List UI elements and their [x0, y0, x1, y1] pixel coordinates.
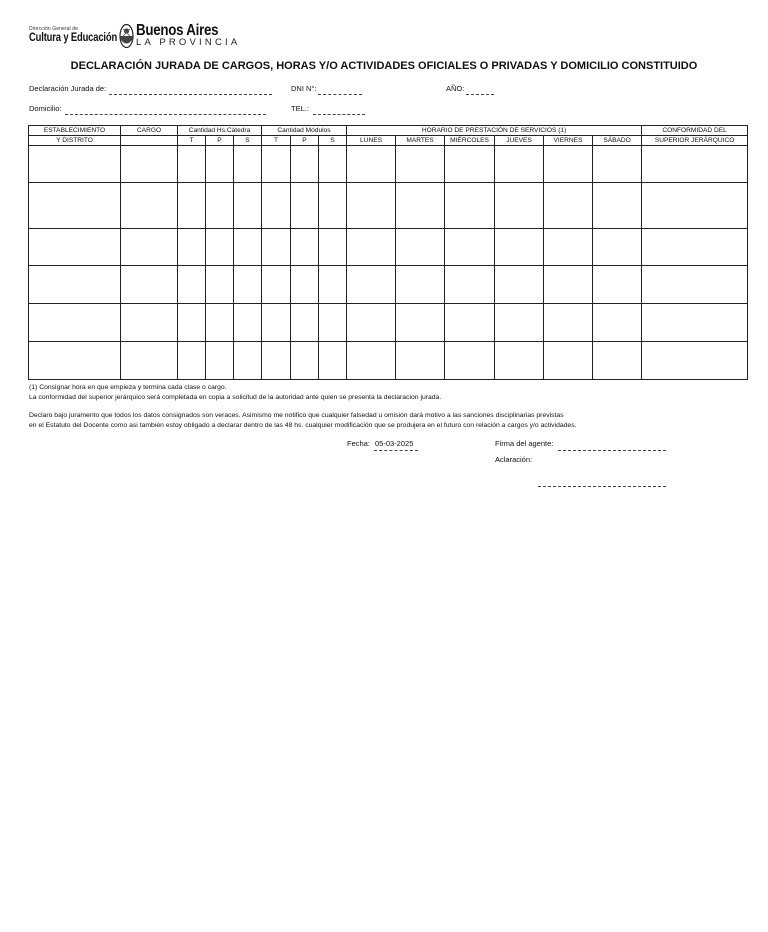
logo-small-text: Dirección General de [29, 26, 78, 32]
table-cell[interactable] [347, 183, 396, 229]
declaracion-field[interactable] [109, 87, 272, 95]
table-cell[interactable] [121, 342, 178, 380]
table-row [29, 304, 748, 342]
header-lunes: LUNES [347, 136, 396, 146]
table-cell[interactable] [593, 229, 642, 266]
table-cell[interactable] [291, 266, 319, 304]
table-cell[interactable] [262, 146, 291, 183]
firma-label: Firma del agente: [495, 439, 554, 448]
table-cell[interactable] [544, 146, 593, 183]
table-cell[interactable] [544, 183, 593, 229]
fecha-underline [374, 443, 418, 451]
table-cell[interactable] [206, 342, 234, 380]
table-cell[interactable] [262, 266, 291, 304]
table-cell[interactable] [495, 342, 544, 380]
table-cell[interactable] [495, 266, 544, 304]
table-cell[interactable] [445, 229, 495, 266]
table-cell[interactable] [445, 183, 495, 229]
table-cell[interactable] [29, 183, 121, 229]
dni-label: DNI N°: [291, 84, 317, 93]
table-cell[interactable] [234, 183, 262, 229]
table-cell[interactable] [593, 146, 642, 183]
logo-subtitle: LA PROVINCIA [136, 37, 241, 48]
table-cell[interactable] [347, 342, 396, 380]
table-cell[interactable] [593, 266, 642, 304]
table-cell[interactable] [593, 183, 642, 229]
table-cell[interactable] [291, 183, 319, 229]
table-cell[interactable] [121, 229, 178, 266]
table-cell[interactable] [319, 183, 347, 229]
table-cell[interactable] [178, 342, 206, 380]
table-cell[interactable] [29, 229, 121, 266]
tel-field[interactable] [313, 107, 365, 115]
table-cell[interactable] [234, 229, 262, 266]
table-cell[interactable] [319, 304, 347, 342]
logo-big-text: Cultura y Educación [29, 32, 118, 44]
table-cell[interactable] [291, 304, 319, 342]
aclaracion-field[interactable] [538, 479, 666, 487]
header-mod-t: T [262, 136, 291, 146]
table-cell[interactable] [206, 304, 234, 342]
table-cell[interactable] [262, 342, 291, 380]
table-cell[interactable] [445, 342, 495, 380]
anio-field[interactable] [466, 87, 494, 95]
logo-title: Buenos Aires [136, 22, 219, 39]
cargos-table [28, 125, 748, 380]
table-cell[interactable] [642, 266, 748, 304]
header-miercoles: MIÉRCOLES [445, 136, 495, 146]
table-cell[interactable] [178, 304, 206, 342]
table-cell[interactable] [178, 183, 206, 229]
fecha-label: Fecha: [347, 439, 370, 448]
header-establecimiento: ESTABLECIMIENTO [29, 126, 121, 136]
header-cargo: CARGO [121, 126, 178, 136]
header-modulos: Cantidad Módulos [262, 126, 347, 136]
table-cell[interactable] [495, 304, 544, 342]
table-cell[interactable] [178, 146, 206, 183]
table-cell[interactable] [29, 266, 121, 304]
table-row [29, 146, 748, 183]
header-cargo-blank [121, 136, 178, 146]
aclaracion-label: Aclaración: [495, 455, 533, 464]
table-row [29, 266, 748, 304]
table-cell[interactable] [544, 304, 593, 342]
table-cell[interactable] [262, 183, 291, 229]
table-cell[interactable] [396, 229, 445, 266]
table-cell[interactable] [642, 304, 748, 342]
declaration-line-1: Declaro bajo juramento que todos los datos consignados son veraces. Asimismo me notifico que cualquier falsedad u omisión dará motivo a las sanciones disciplinarias previstas [29, 412, 564, 419]
table-cell[interactable] [206, 146, 234, 183]
table-cell[interactable] [396, 266, 445, 304]
buenos-aires-logo [136, 22, 240, 48]
fecha-value[interactable]: 05-03-2025 [375, 439, 414, 448]
header-hs-t: T [178, 136, 206, 146]
table-cell[interactable] [445, 266, 495, 304]
table-cell[interactable] [445, 146, 495, 183]
table-cell[interactable] [495, 146, 544, 183]
domicilio-field[interactable] [65, 107, 266, 115]
table-cell[interactable] [234, 342, 262, 380]
note-1: (1) Consignar hora en que empieza y termina cada clase o cargo. [29, 384, 227, 391]
table-cell[interactable] [206, 183, 234, 229]
table-cell[interactable] [206, 229, 234, 266]
table-cell[interactable] [396, 304, 445, 342]
declaration-line-2: en el Estatuto del Docente como asi también estoy obligado a declarar dentro de las 48 hs. cualquier modificación que se produjera en el futuro con relación a cargos y/o actividades. [29, 422, 577, 429]
anio-label: AÑO: [446, 84, 465, 93]
table-cell[interactable] [642, 183, 748, 229]
firma-field[interactable] [558, 443, 666, 451]
table-cell[interactable] [544, 229, 593, 266]
table-cell[interactable] [347, 229, 396, 266]
header-mod-p: P [291, 136, 319, 146]
header-hs-s: S [234, 136, 262, 146]
table-cell[interactable] [396, 146, 445, 183]
page-title: DECLARACIÓN JURADA DE CARGOS, HORAS Y/O ACTIVIDADES OFICIALES O PRIVADAS Y DOMICILIO CONSTITUIDO [70, 60, 698, 72]
table-cell[interactable] [234, 304, 262, 342]
table-cell[interactable] [347, 304, 396, 342]
table-cell[interactable] [495, 229, 544, 266]
header-superior: SUPERIOR JERÁRQUICO [642, 136, 748, 146]
tel-label: TEL.: [291, 104, 309, 113]
table-cell[interactable] [593, 304, 642, 342]
table-cell[interactable] [319, 146, 347, 183]
table-cell[interactable] [29, 342, 121, 380]
table-cell[interactable] [121, 183, 178, 229]
table-cell[interactable] [121, 304, 178, 342]
table-cell[interactable] [319, 229, 347, 266]
table-row [29, 342, 748, 380]
header-conformidad: CONFORMIDAD DEL [642, 126, 748, 136]
table-cell[interactable] [234, 266, 262, 304]
table-cell[interactable] [544, 342, 593, 380]
table-cell[interactable] [121, 266, 178, 304]
table-cell[interactable] [347, 266, 396, 304]
table-cell[interactable] [291, 146, 319, 183]
header-martes: MARTES [396, 136, 445, 146]
table-cell[interactable] [319, 266, 347, 304]
table-cell[interactable] [642, 146, 748, 183]
table-cell[interactable] [445, 304, 495, 342]
table-cell[interactable] [206, 266, 234, 304]
table-row [29, 229, 748, 266]
table-cell[interactable] [234, 146, 262, 183]
table-cell[interactable] [29, 146, 121, 183]
table-cell[interactable] [178, 266, 206, 304]
table-cell[interactable] [262, 229, 291, 266]
header-jueves: JUEVES [495, 136, 544, 146]
table-cell[interactable] [642, 342, 748, 380]
dni-field[interactable] [318, 87, 362, 95]
header-hs-catedra: Cantidad Hs.Cátedra [178, 126, 262, 136]
table-cell[interactable] [347, 146, 396, 183]
header-sabado: SÁBADO [593, 136, 642, 146]
table-cell[interactable] [544, 266, 593, 304]
table-row [29, 183, 748, 229]
header-mod-s: S [319, 136, 347, 146]
note-2: La conformidad del superior jerárquico será completada en copia a solicitud de la autoridad ante quien se presenta la declaracion jurada. [29, 394, 442, 401]
declaracion-label: Declaración Jurada de: [29, 84, 107, 93]
header-hs-p: P [206, 136, 234, 146]
table-cell[interactable] [396, 183, 445, 229]
table-cell[interactable] [29, 304, 121, 342]
table-cell[interactable] [642, 229, 748, 266]
table-cell[interactable] [121, 146, 178, 183]
table-cell[interactable] [495, 183, 544, 229]
table-cell[interactable] [262, 304, 291, 342]
table-cell[interactable] [396, 342, 445, 380]
table-cell[interactable] [291, 342, 319, 380]
table-cell[interactable] [319, 342, 347, 380]
table-cell[interactable] [178, 229, 206, 266]
header-viernes: VIERNES [544, 136, 593, 146]
province-shield-icon [119, 23, 134, 54]
header-horario: HORARIO DE PRESTACIÓN DE SERVICIOS (1) [347, 126, 642, 136]
table-cell[interactable] [593, 342, 642, 380]
header-distrito: Y DISTRITO [29, 136, 121, 146]
table-cell[interactable] [291, 229, 319, 266]
domicilio-label: Domicilio: [29, 104, 62, 113]
